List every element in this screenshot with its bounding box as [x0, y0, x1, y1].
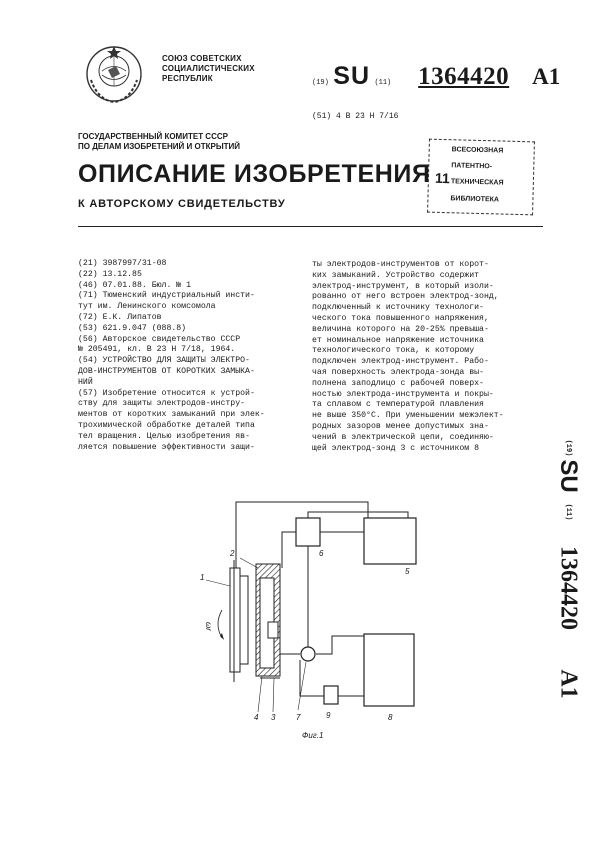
- stamp-line: ВСЕСОЮЗНАЯ: [451, 146, 504, 155]
- side-inid-code-19: (19): [564, 439, 572, 457]
- committee-line: ГОСУДАРСТВЕННЫЙ КОМИТЕТ СССР: [78, 132, 228, 141]
- patent-id-line: [312, 62, 560, 98]
- text-line: ДОВ-ИНСТРУМЕНТОВ ОТ КОРОТКИХ ЗАМЫКА-: [78, 366, 255, 376]
- committee-line: ПО ДЕЛАМ ИЗОБРЕТЕНИЙ И ОТКРЫТИЙ: [78, 142, 241, 151]
- text-line: ностью электрода-инструмента и покры-: [312, 389, 494, 399]
- text-line: подключенный к источнику технологи-: [312, 303, 484, 313]
- ipc-classification: (51) 4 B 23 H 7/16: [312, 112, 399, 121]
- document-title: ОПИСАНИЕ ИЗОБРЕТЕНИЯ: [78, 160, 431, 188]
- abstract-column: [312, 260, 548, 454]
- device-schematic: [200, 490, 440, 740]
- text-line: не выше 350°С. При уменьшении межэлект-: [312, 411, 504, 421]
- figure-label: 2: [230, 549, 235, 558]
- text-line: (57) Изобретение относится к устрой-: [78, 388, 255, 398]
- side-kind-code: A1: [555, 669, 582, 699]
- header-divider: [78, 226, 543, 227]
- text-line: чая поверхность электрода-зонда вы-: [312, 367, 484, 377]
- power-source-5: [364, 518, 416, 564]
- figure-label: 5: [405, 567, 410, 576]
- figure-caption: Фиг.1: [302, 731, 324, 740]
- text-line: (21) 3987997/31-08: [78, 259, 167, 268]
- text-line: ляется повышение эффективности защи-: [78, 442, 255, 452]
- text-line: (54) УСТРОЙСТВО ДЛЯ ЗАЩИТЫ ЭЛЕКТРО-: [78, 356, 250, 366]
- power-source-8: [364, 634, 414, 706]
- text-line: ству для защиты электродов-инстру-: [78, 399, 246, 409]
- tool-electrode: [256, 564, 280, 678]
- figure-label: 7: [296, 713, 301, 722]
- control-block-6: [296, 518, 320, 546]
- text-line: ет номинальное напряжение источника: [312, 335, 484, 345]
- bibliographic-column: [78, 259, 300, 453]
- rotation-label: ωr: [204, 622, 213, 631]
- stamp-line: ПАТЕНТНО-: [451, 162, 493, 171]
- kind-code: A1: [532, 64, 561, 89]
- text-line: НИЙ: [78, 377, 93, 387]
- text-line: (71) Тюменский индустриальный инсти-: [78, 291, 255, 301]
- text-line: (46) 07.01.88. Бюл. № 1: [78, 280, 192, 290]
- stamp-line: ТЕХНИЧЕСКАЯ: [450, 178, 504, 187]
- figure-label: 4: [254, 713, 259, 722]
- committee-name: [78, 132, 240, 152]
- figure-label: 1: [200, 573, 205, 582]
- state-emblem-icon: [78, 40, 150, 112]
- text-line: щей электрод-зонд 3 с источником 8: [312, 443, 480, 453]
- block-9: [324, 686, 338, 704]
- document-subtitle: К АВТОРСКОМУ СВИДЕТЕЛЬСТВУ: [78, 198, 286, 210]
- stamp-number: 11: [434, 169, 450, 187]
- figure-label: 6: [319, 549, 324, 558]
- inid-code-11: (11): [374, 79, 392, 87]
- union-line: РЕСПУБЛИК: [162, 74, 213, 83]
- text-line: (22) 13.12.85: [78, 269, 142, 279]
- rotation-arrow-icon: [218, 610, 222, 638]
- library-stamp: [427, 139, 535, 216]
- text-line: величина которого на 20-25% превыша-: [312, 324, 489, 334]
- text-line: электрод-инструмент, в который изоли-: [312, 281, 494, 291]
- text-line: ментов от коротких замыканий при элек-: [78, 410, 265, 420]
- stamp-line: БИБЛИОТЕКА: [450, 195, 500, 204]
- union-name: [162, 54, 255, 84]
- text-line: чений в электрической цепи, соединяю-: [312, 432, 494, 442]
- text-line: полнена заподлицо с рабочей поверх-: [312, 378, 484, 388]
- inid-code-19: (19): [312, 79, 329, 87]
- side-patent-number: 1364420: [555, 546, 582, 630]
- text-line: тут им. Ленинского комсомола: [78, 302, 216, 312]
- text-line: рованно от него встроен электрод-зонд,: [312, 292, 499, 302]
- workpiece: [230, 560, 248, 682]
- text-line: родных зазоров менее допустимых зна-: [312, 421, 489, 431]
- text-line: (56) Авторское свидетельство СССР: [78, 334, 241, 344]
- text-line: № 205491, кл. В 23 Н 7/18, 1964.: [78, 345, 236, 355]
- text-line: (72) Е.К. Липатов: [78, 312, 162, 322]
- text-line: ких замыканий. Устройство содержит: [312, 270, 480, 280]
- side-country-code: SU: [555, 459, 582, 493]
- union-line: СОЮЗ СОВЕТСКИХ: [162, 54, 242, 63]
- text-line: та сплавом с температурой плавления: [312, 400, 484, 410]
- text-line: подключен электрод-инструмент. Рабо-: [312, 357, 489, 367]
- figure-label: 3: [271, 713, 276, 722]
- text-line: трохимической обработке деталей типа: [78, 420, 255, 430]
- patent-number: 1364420: [418, 63, 510, 90]
- side-patent-id: [548, 420, 588, 720]
- text-line: ты электродов-инструментов от корот-: [312, 260, 489, 269]
- text-line: тел вращения. Целью изобретения яв-: [78, 431, 250, 441]
- text-line: технологического тока, к которому: [312, 346, 475, 356]
- figure-label: 9: [326, 711, 331, 720]
- union-line: СОЦИАЛИСТИЧЕСКИХ: [162, 64, 255, 73]
- figure-label: 8: [388, 713, 393, 722]
- side-inid-code-11: (11): [564, 503, 572, 521]
- sensor-7: [301, 647, 315, 661]
- text-line: (53) 621.9.047 (088.8): [78, 323, 187, 333]
- country-code: SU: [333, 62, 370, 90]
- text-line: ческого тока повышенного напряжения,: [312, 313, 489, 323]
